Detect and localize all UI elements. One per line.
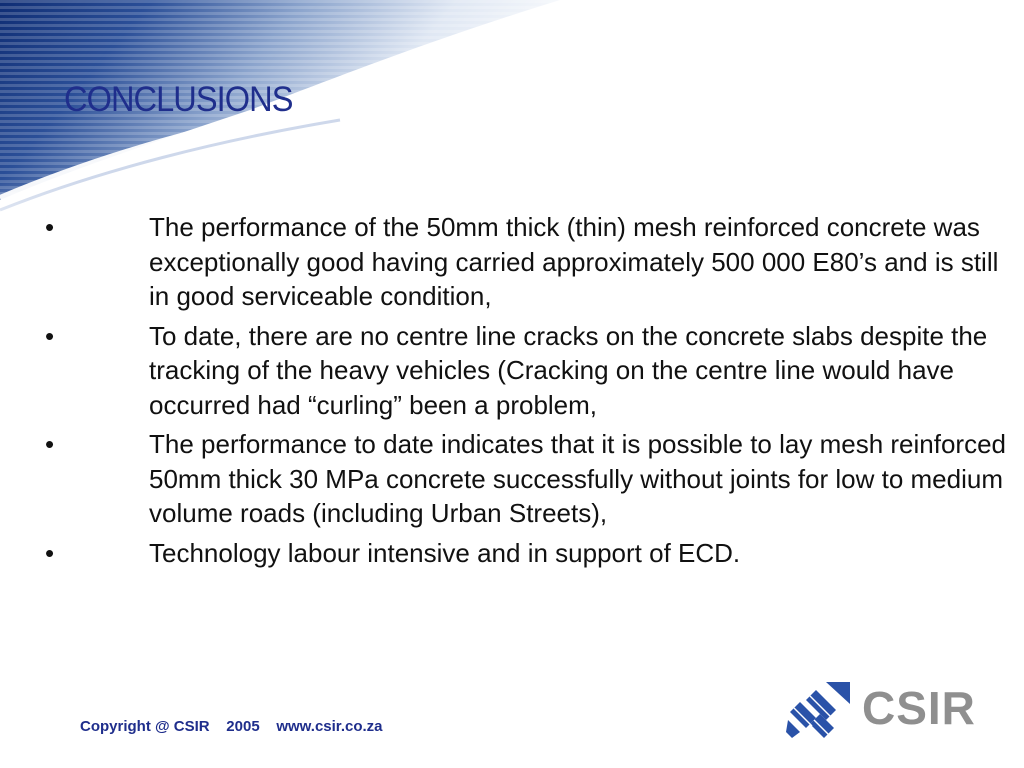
bullet-dot: • — [45, 320, 55, 351]
footer-website-link[interactable]: www.csir.co.za — [276, 718, 383, 735]
bullet-dot: • — [45, 537, 55, 568]
conclusions-bullet-list — [0, 210, 1024, 575]
bullet-text: The performance of the 50mm thick (thin) mesh reinforced concrete was exceptionally good having carried approximately 500 000 E80’s and is still in good serviceable condition, — [149, 212, 999, 311]
footer — [80, 718, 383, 735]
footer-year: 2005 — [226, 718, 260, 735]
bullet-item — [0, 427, 1024, 531]
csir-logo-mark-icon — [786, 680, 856, 740]
slide-title: CONCLUSIONS — [64, 80, 293, 119]
bullet-dot: • — [45, 212, 55, 242]
footer-copyright: Copyright @ CSIR — [80, 718, 210, 735]
bullet-item — [0, 319, 1024, 423]
bullet-item — [0, 210, 1024, 314]
bullet-text: To date, there are no centre line cracks on the concrete slabs despite the tracking of the heavy vehicles (Cracking on the centre line would have occurred had “curling” been a problem, — [149, 320, 988, 420]
csir-logo-text: CSIR — [862, 682, 976, 734]
bullet-text: The performance to date indicates that it is possible to lay mesh reinforced 50mm thick 30 MPa concrete successfully without joints for low to medium volume roads (including Urban Streets), — [149, 429, 1006, 528]
bullet-dot: • — [45, 429, 55, 459]
csir-logo — [786, 680, 986, 740]
bullet-item — [0, 536, 1024, 571]
bullet-text: Technology labour intensive and in support of ECD. — [149, 537, 741, 568]
